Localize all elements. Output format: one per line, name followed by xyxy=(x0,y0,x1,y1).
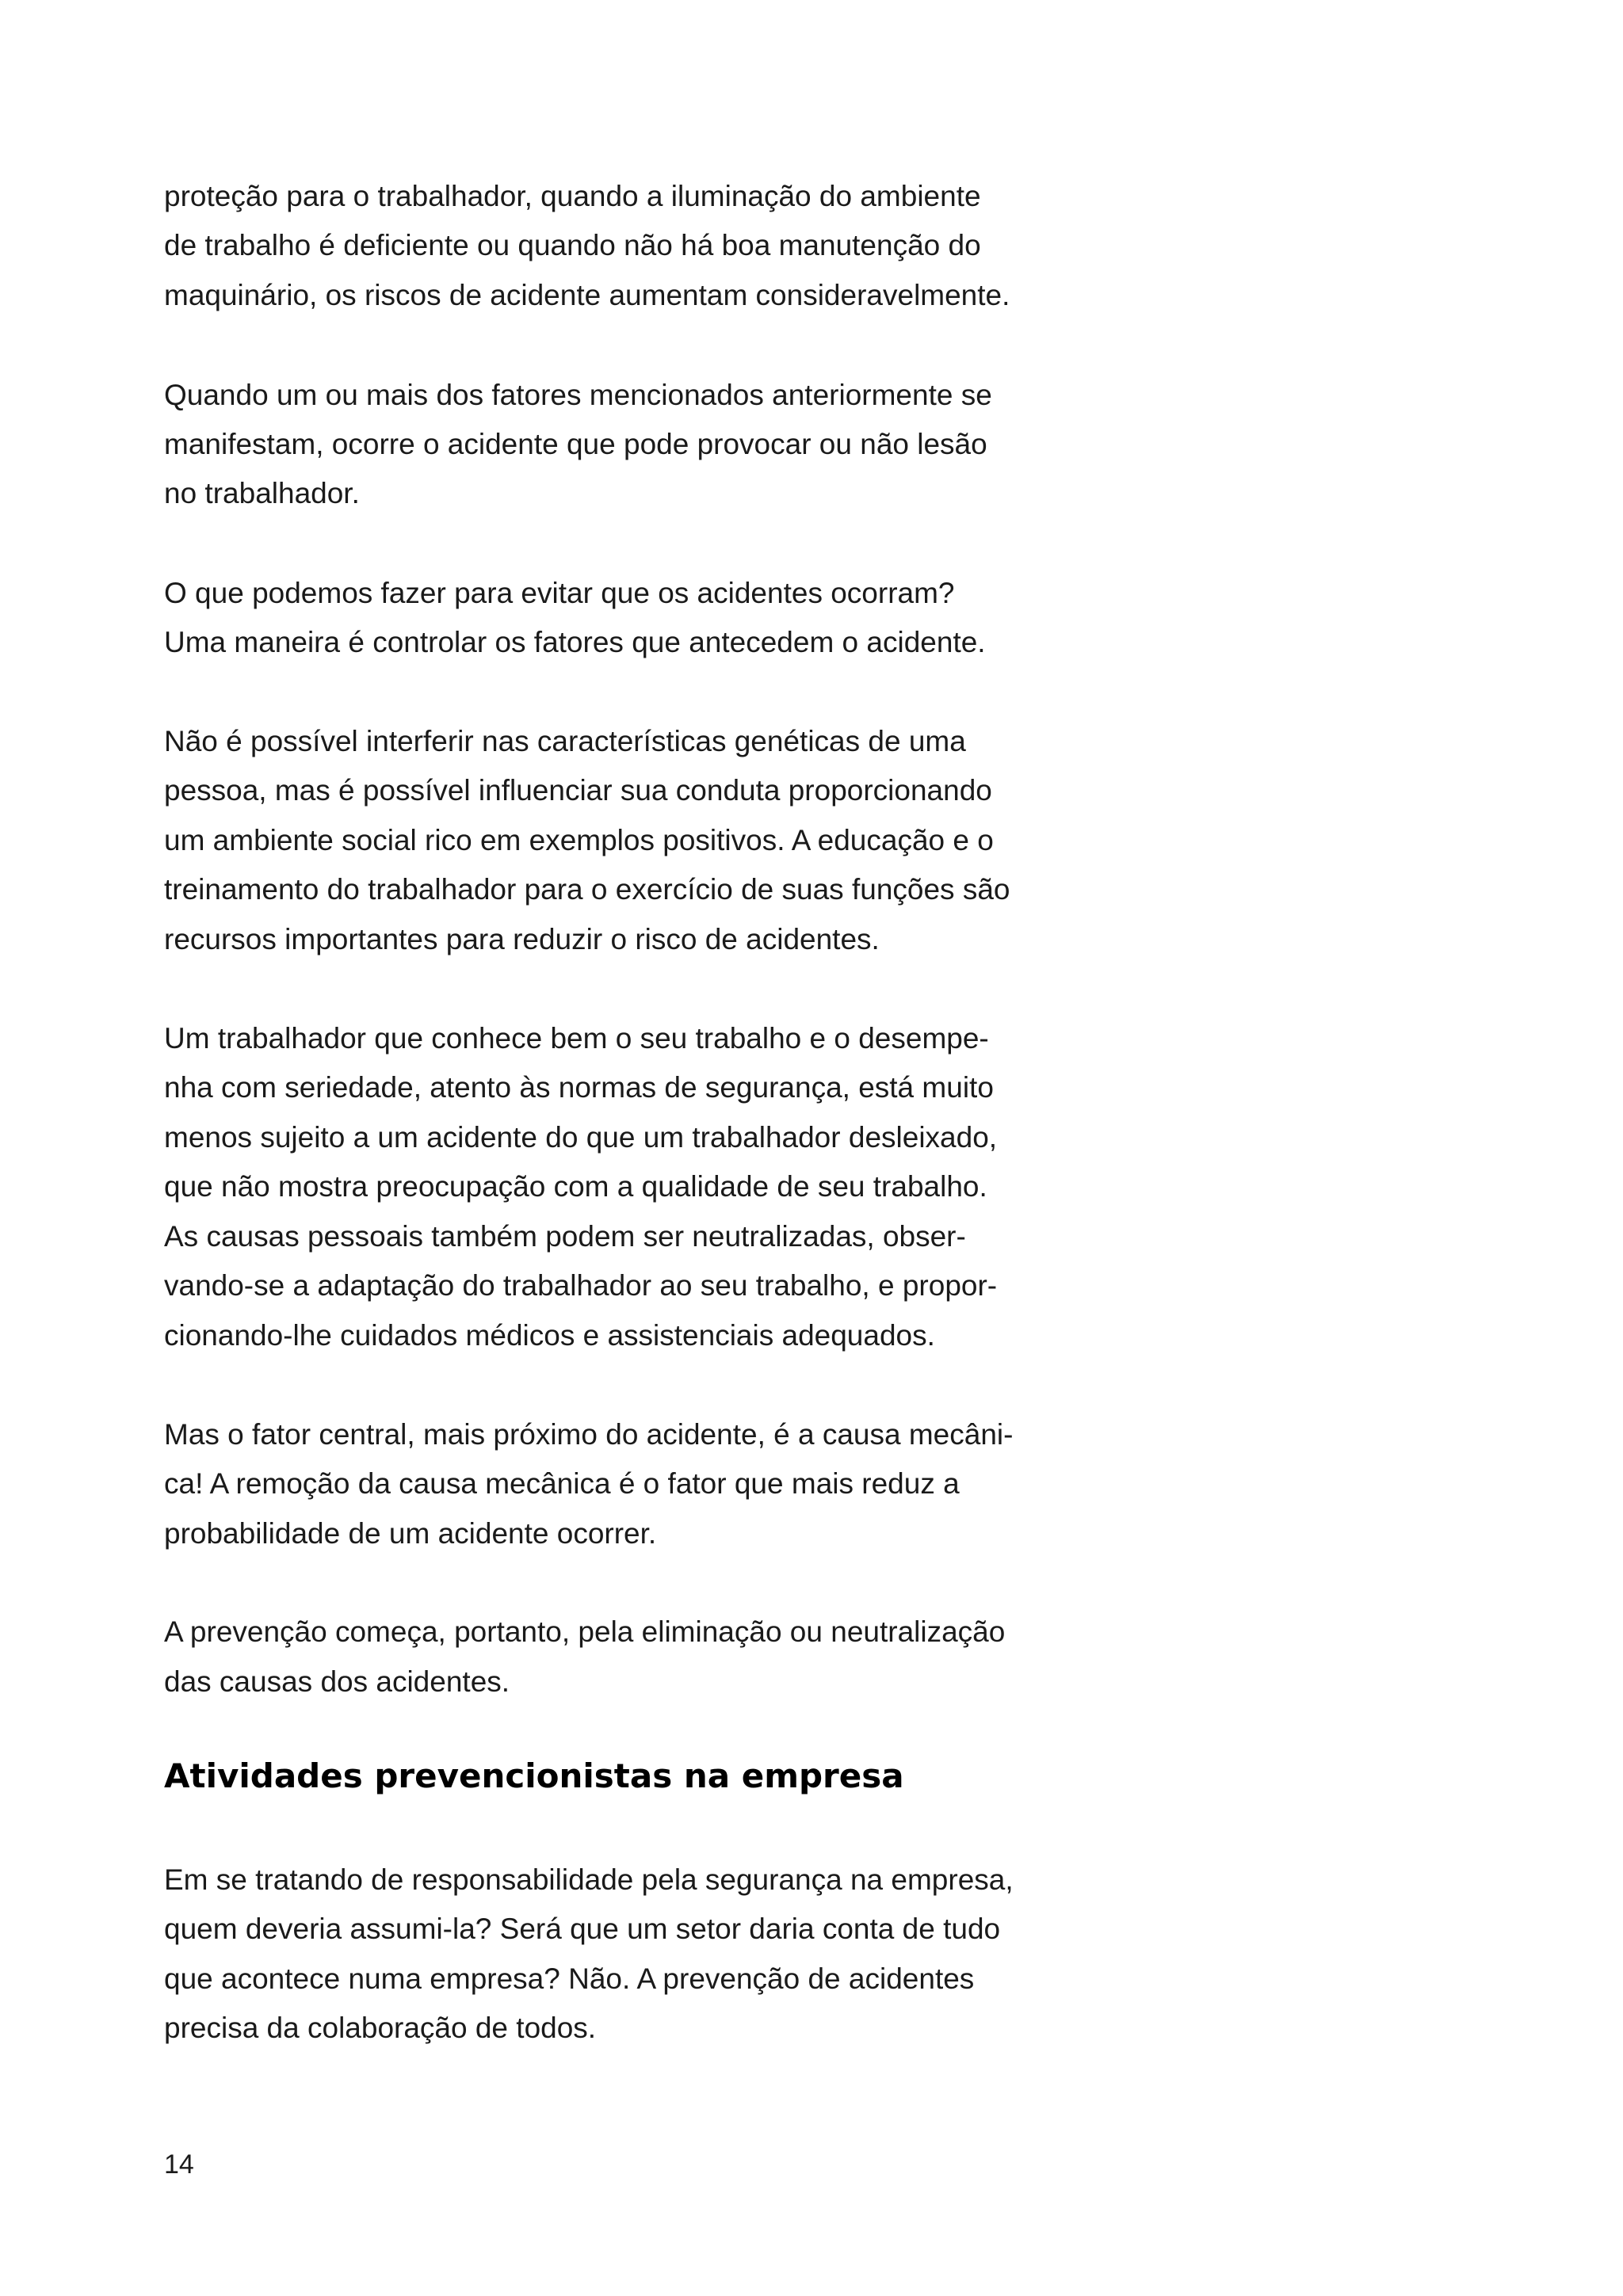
text-line: Uma maneira é controlar os fatores que antecedem o acidente. xyxy=(164,626,986,658)
text-line: no trabalhador. xyxy=(164,477,360,509)
text-line: que não mostra preocupação com a qualidade de seu trabalho. xyxy=(164,1170,987,1203)
text-line: ca! A remoção da causa mecânica é o fator que mais reduz a xyxy=(164,1467,960,1500)
text-line: que acontece numa empresa? Não. A prevenção de acidentes xyxy=(164,1962,975,1995)
text-line: das causas dos acidentes. xyxy=(164,1665,510,1698)
text-line: precisa da colaboração de todos. xyxy=(164,2012,597,2044)
text-line: pessoa, mas é possível influenciar sua conduta proporcionando xyxy=(164,774,992,807)
text-line: cionando-lhe cuidados médicos e assistenciais adequados. xyxy=(164,1319,935,1352)
text-line: treinamento do trabalhador para o exercício de suas funções são xyxy=(164,873,1010,906)
text-line: vando-se a adaptação do trabalhador ao seu trabalho, e propor- xyxy=(164,1269,998,1302)
text-line: de trabalho é deficiente ou quando não há boa manutenção do xyxy=(164,229,981,261)
text-line: Um trabalhador que conhece bem o seu trabalho e o desempe- xyxy=(164,1022,989,1055)
text-line: um ambiente social rico em exemplos positivos. A educação e o xyxy=(164,824,994,856)
text-line: maquinário, os riscos de acidente aumentam consideravelmente. xyxy=(164,279,1010,311)
text-line: Não é possível interferir nas características genéticas de uma xyxy=(164,725,966,757)
page-number: 14 xyxy=(164,2149,194,2180)
text-line: proteção para o trabalhador, quando a iluminação do ambiente xyxy=(164,180,981,212)
text-line: A prevenção começa, portanto, pela eliminação ou neutralização xyxy=(164,1615,1006,1648)
text-line: probabilidade de um acidente ocorrer. xyxy=(164,1517,657,1550)
text-line: As causas pessoais também podem ser neutralizadas, obser- xyxy=(164,1220,966,1253)
text-line: manifestam, ocorre o acidente que pode provocar ou não lesão xyxy=(164,428,987,460)
text-line: menos sujeito a um acidente do que um trabalhador desleixado, xyxy=(164,1121,998,1154)
text-line: Em se tratando de responsabilidade pela segurança na empresa, xyxy=(164,1863,1014,1896)
text-line: nha com seriedade, atento às normas de segurança, está muito xyxy=(164,1071,994,1104)
text-line: Mas o fator central, mais próximo do acidente, é a causa mecâni- xyxy=(164,1418,1014,1451)
text-line: quem deveria assumi-la? Será que um setor daria conta de tudo xyxy=(164,1913,1001,1945)
text-line: Quando um ou mais dos fatores mencionados anteriormente se xyxy=(164,379,992,411)
section-heading: Atividades prevencionistas na empresa xyxy=(164,1756,904,1795)
text-line: recursos importantes para reduzir o risco de acidentes. xyxy=(164,923,880,955)
text-line: O que podemos fazer para evitar que os acidentes ocorram? xyxy=(164,577,955,609)
